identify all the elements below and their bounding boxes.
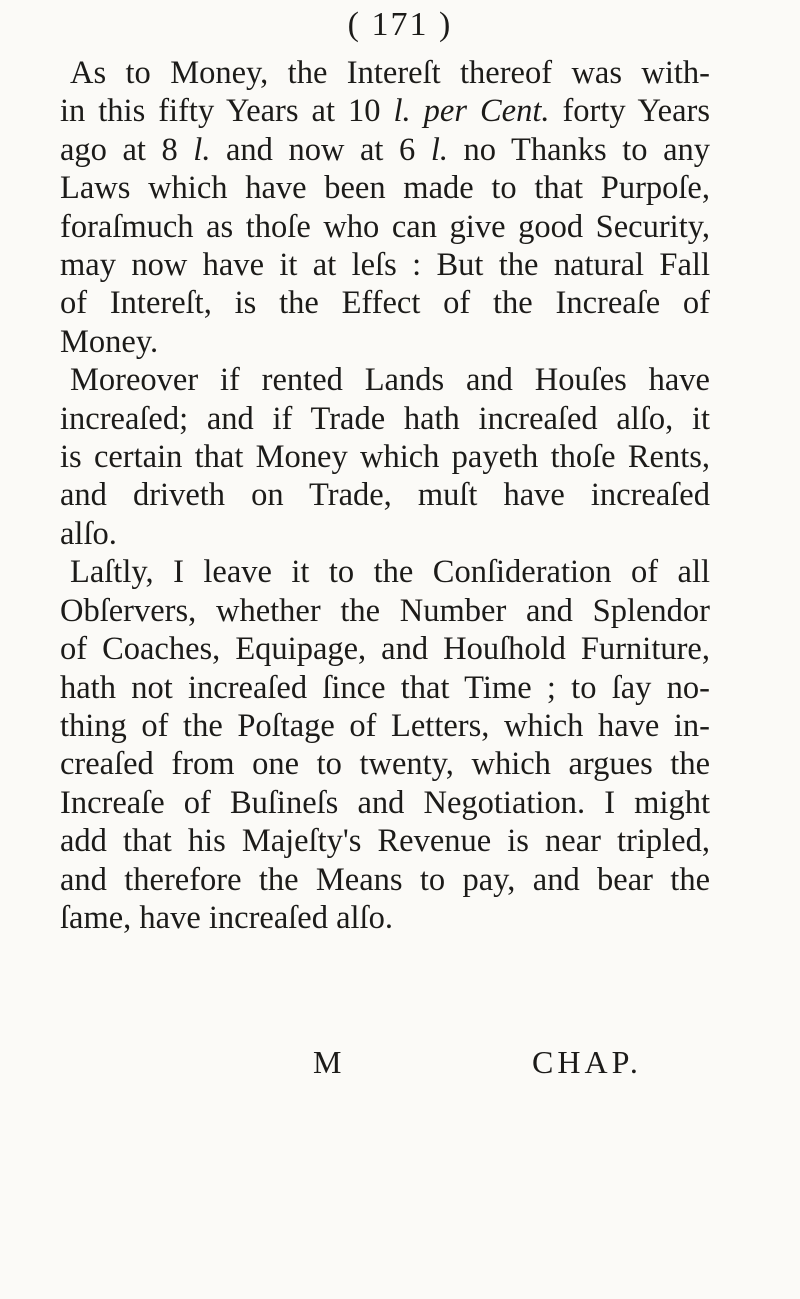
text-line: and driveth on Trade, muſt have increaſed xyxy=(60,477,710,514)
text-line: hath not increaſed ſince that Time ; to ſay no- xyxy=(60,669,710,706)
text-line: creaſed from one to twenty, which argues the xyxy=(60,746,710,783)
text-line: may now have it at leſs : But the natural Fall xyxy=(60,247,710,284)
text-line: of Coaches, Equipage, and Houſhold Furniture, xyxy=(60,631,710,668)
text-line: and therefore the Means to pay, and bear the xyxy=(60,861,710,898)
text-line: thing of the Poſtage of Letters, which have in- xyxy=(60,707,710,744)
text-line: Money. xyxy=(60,323,159,360)
text-line: is certain that Money which payeth thoſe Rents, xyxy=(60,439,710,476)
text-line: ſame, have increaſed alſo. xyxy=(60,899,393,936)
text-line: Increaſe of Buſineſs and Negotiation. I might xyxy=(60,784,710,821)
text-line: Laſtly, I leave it to the Conſideration of all xyxy=(70,554,710,591)
text-line: add that his Majeſty's Revenue is near tripled, xyxy=(60,823,710,860)
signature-mark: M xyxy=(313,1044,342,1080)
text-line: Obſervers, whether the Number and Splendor xyxy=(60,592,710,629)
text-line: ago at 8 l. and now at 6 l. no Thanks to any xyxy=(60,131,710,168)
text-line: alſo. xyxy=(60,515,117,552)
page-footer xyxy=(0,1044,800,1084)
page-number: ( 171 ) xyxy=(347,6,453,43)
text-line: As to Money, the Intereſt thereof was with- xyxy=(70,55,710,91)
text-line: of Intereſt, is the Effect of the Increaſe of xyxy=(60,285,710,322)
body-text xyxy=(60,54,710,937)
text-line: increaſed; and if Trade hath increaſed alſo, it xyxy=(60,400,710,437)
text-line: in this fifty Years at 10 l. per Cent. forty Years xyxy=(60,93,710,130)
text-line: Laws which have been made to that Purpoſe, xyxy=(60,170,710,207)
text-line: Moreover if rented Lands and Houſes have xyxy=(70,362,710,399)
text-line: foraſmuch as thoſe who can give good Security, xyxy=(60,208,710,245)
catchword: CHAP. xyxy=(532,1044,642,1080)
